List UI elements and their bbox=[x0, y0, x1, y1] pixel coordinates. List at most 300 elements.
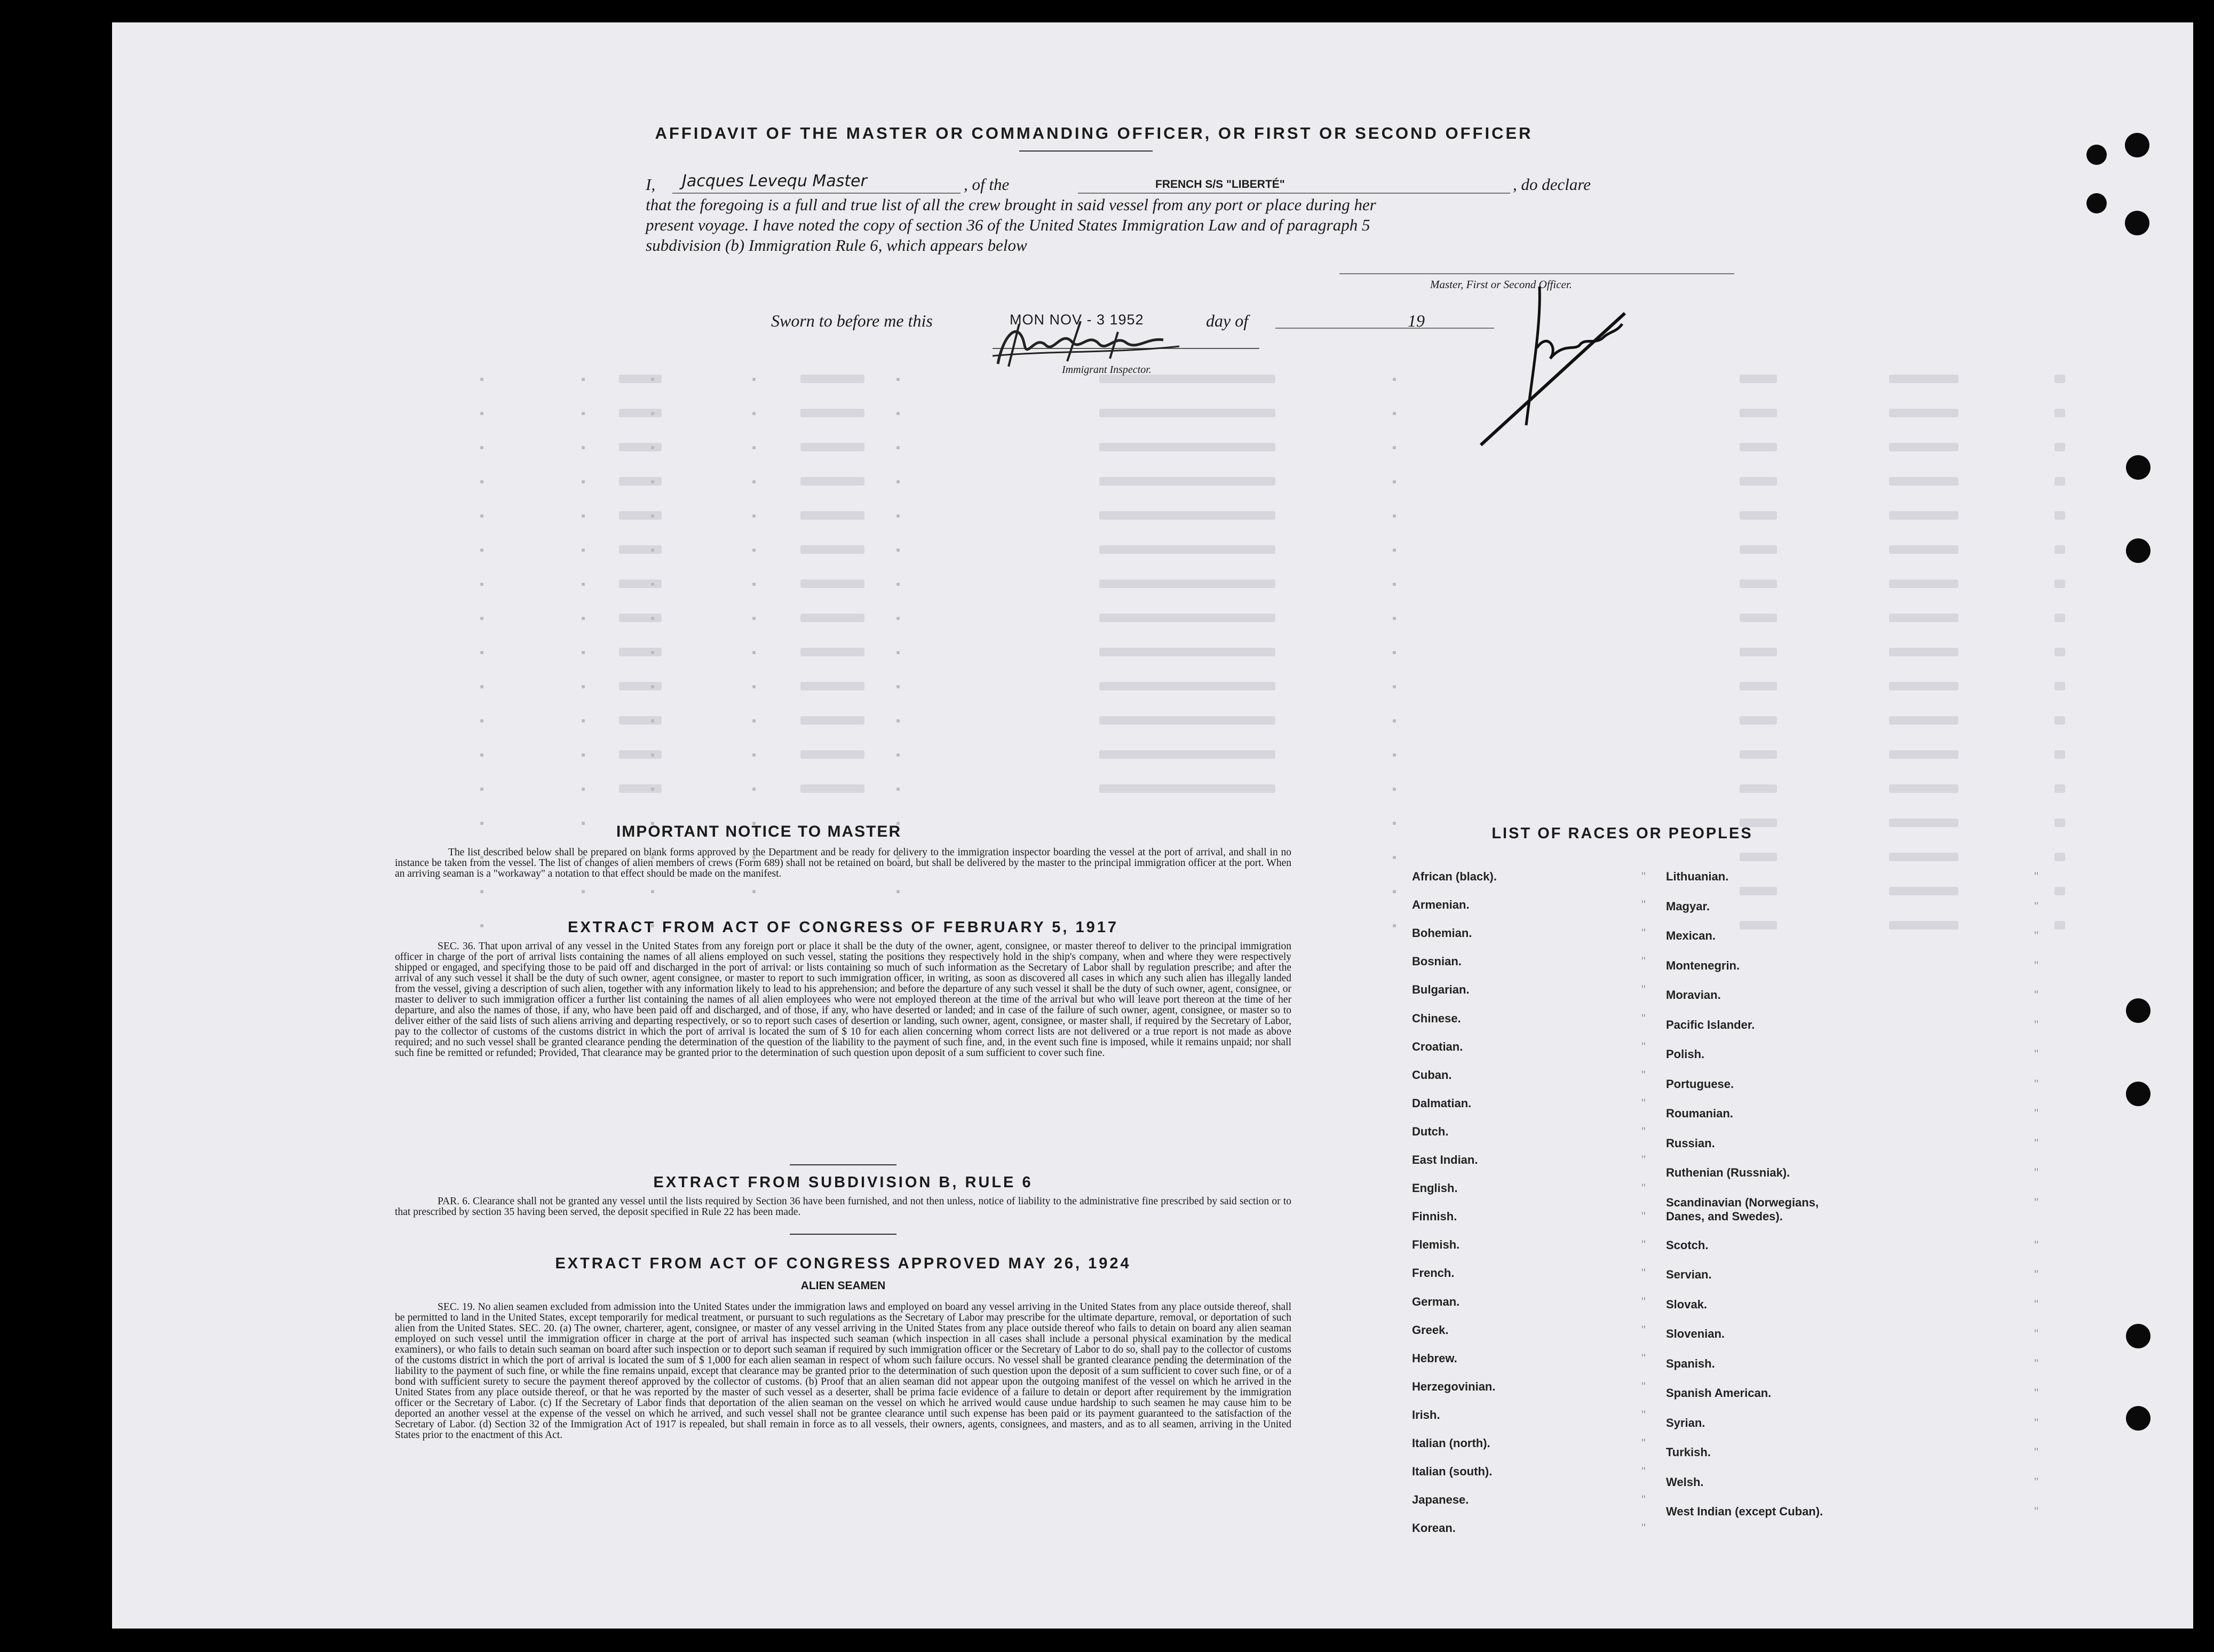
ghost-dot bbox=[651, 753, 654, 757]
race-item bbox=[1666, 1195, 2038, 1224]
race-label: Servian. bbox=[1666, 1268, 1712, 1281]
ditto-mark: " bbox=[2034, 958, 2038, 972]
ghost-dot bbox=[582, 583, 585, 586]
race-label: English. bbox=[1412, 1181, 1458, 1195]
ghost-mark bbox=[1099, 682, 1275, 690]
race-item bbox=[1666, 1505, 2038, 1519]
ghost-mark bbox=[800, 375, 864, 383]
ghost-dot bbox=[896, 617, 900, 620]
race-item bbox=[1666, 1386, 2038, 1400]
ditto-mark: " bbox=[1641, 1436, 1646, 1450]
affidavit-body bbox=[646, 174, 1708, 256]
ditto-mark: " bbox=[2034, 1297, 2038, 1311]
ghost-dot bbox=[752, 788, 756, 791]
ghost-dot bbox=[651, 412, 654, 415]
ghost-mark bbox=[1889, 477, 1958, 486]
ghost-mark bbox=[1889, 887, 1958, 895]
ghost-dot bbox=[1393, 856, 1396, 859]
document-page bbox=[112, 22, 2193, 1629]
ditto-mark: " bbox=[2034, 1238, 2038, 1252]
race-label: Mexican. bbox=[1666, 929, 1716, 942]
ditto-mark: " bbox=[1641, 1096, 1646, 1110]
ghost-mark bbox=[1740, 648, 1777, 656]
affidavit-line-3: present voyage. I have noted the copy of section 36 of the United States Immigration Law and of paragraph 5 bbox=[646, 216, 1370, 234]
race-label: Greek. bbox=[1412, 1323, 1449, 1337]
ghost-mark bbox=[2054, 682, 2065, 690]
ghost-dot bbox=[480, 514, 483, 518]
ghost-dot bbox=[896, 753, 900, 757]
ghost-mark bbox=[1889, 614, 1958, 622]
ghost-mark bbox=[2054, 750, 2065, 759]
race-item bbox=[1412, 898, 1646, 912]
ditto-mark: " bbox=[2034, 1356, 2038, 1370]
race-item bbox=[1666, 988, 2038, 1002]
ghost-mark bbox=[2054, 853, 2065, 861]
ghost-mark bbox=[619, 409, 662, 417]
ghost-mark bbox=[2054, 784, 2065, 793]
race-label: Hebrew. bbox=[1412, 1351, 1457, 1365]
ghost-mark bbox=[1740, 750, 1777, 759]
race-label: Italian (south). bbox=[1412, 1465, 1493, 1479]
ghost-dot bbox=[480, 890, 483, 893]
ditto-mark: " bbox=[1641, 1181, 1646, 1195]
ditto-mark: " bbox=[1641, 1351, 1646, 1365]
ghost-dot bbox=[1393, 890, 1396, 893]
ghost-mark bbox=[1099, 614, 1275, 622]
ditto-mark: " bbox=[1641, 1408, 1646, 1421]
ghost-dot bbox=[480, 412, 483, 415]
master-signature bbox=[1419, 257, 1644, 449]
ghost-dot bbox=[582, 719, 585, 722]
race-item bbox=[1412, 1465, 1646, 1479]
ghost-mark bbox=[619, 750, 662, 759]
ditto-mark: " bbox=[1641, 1379, 1646, 1393]
race-item bbox=[1666, 1018, 2038, 1032]
ghost-dot bbox=[651, 378, 654, 381]
race-label: Pacific Islander. bbox=[1666, 1018, 1755, 1031]
ghost-mark bbox=[2054, 579, 2065, 588]
race-item bbox=[1666, 1166, 2038, 1180]
race-item bbox=[1412, 983, 1646, 997]
race-label: Russian. bbox=[1666, 1136, 1715, 1150]
race-item bbox=[1666, 1327, 2038, 1341]
ghost-dot bbox=[582, 412, 585, 415]
ghost-dot bbox=[896, 480, 900, 483]
ghost-dot bbox=[651, 788, 654, 791]
ghost-mark bbox=[1889, 921, 1958, 930]
race-item bbox=[1666, 870, 2038, 884]
ghost-mark bbox=[619, 443, 662, 451]
ghost-dot bbox=[651, 583, 654, 586]
ghost-dot bbox=[1393, 446, 1396, 449]
ghost-dot bbox=[1393, 480, 1396, 483]
ghost-dot bbox=[1393, 788, 1396, 791]
race-label: Moravian. bbox=[1666, 988, 1721, 1002]
affidavit-declare: , do declare bbox=[1513, 175, 1591, 194]
ghost-mark bbox=[2054, 443, 2065, 451]
race-label: Flemish. bbox=[1412, 1238, 1460, 1252]
race-item bbox=[1412, 1124, 1646, 1139]
race-item bbox=[1412, 1436, 1646, 1450]
ghost-mark bbox=[1099, 545, 1275, 554]
ghost-dot bbox=[480, 480, 483, 483]
ghost-dot bbox=[480, 549, 483, 552]
ghost-mark bbox=[800, 477, 864, 486]
ghost-dot bbox=[752, 378, 756, 381]
race-label: French. bbox=[1412, 1266, 1455, 1280]
ghost-mark bbox=[619, 545, 662, 554]
ghost-mark bbox=[2054, 511, 2065, 520]
ghost-mark bbox=[800, 579, 864, 588]
race-item bbox=[1412, 1323, 1646, 1337]
ditto-mark: " bbox=[2034, 1268, 2038, 1281]
punch-hole bbox=[2086, 193, 2107, 213]
ditto-mark: " bbox=[2034, 1195, 2038, 1209]
punch-hole bbox=[2126, 1406, 2150, 1431]
ditto-mark: " bbox=[1641, 1521, 1646, 1535]
ditto-mark: " bbox=[1641, 983, 1646, 997]
ditto-mark: " bbox=[1641, 955, 1646, 968]
ghost-mark bbox=[1889, 443, 1958, 451]
ghost-mark bbox=[800, 716, 864, 725]
race-label: Irish. bbox=[1412, 1408, 1440, 1421]
race-label: Herzegovinian. bbox=[1412, 1379, 1496, 1393]
ditto-mark: " bbox=[1641, 1039, 1646, 1053]
race-item bbox=[1666, 1077, 2038, 1091]
ditto-mark: " bbox=[2034, 1047, 2038, 1061]
race-item bbox=[1412, 1408, 1646, 1422]
ghost-dot bbox=[582, 617, 585, 620]
race-label: Polish. bbox=[1666, 1047, 1705, 1061]
ditto-mark: " bbox=[1641, 1294, 1646, 1308]
race-label: African (black). bbox=[1412, 870, 1497, 883]
race-item bbox=[1412, 1294, 1646, 1309]
ditto-mark: " bbox=[2034, 899, 2038, 913]
race-item bbox=[1666, 1268, 2038, 1282]
extract-1917-body: SEC. 36. That upon arrival of any vessel in the United States from any foreign port or place it shall be the duty of the owner, agent, consignee, or master thereof to deliver to the principal immigration officer in charge of the port of arrival lists containing the names of all aliens employed on such vessel, stating the positions they respectively hold in the ship's company, when and where they were respectively shipped or engaged, and specifying those to be paid off and discharged in the port of arrival: or lists containing so much of such information as the Secretary of Labor shall by regulation prescribe; and after the arrival of any such vessel it shall be the duty of such owner, agent consignee, or master to report to such immigration officer, in writing, as soon as discovered all cases in which any such alien has illegally landed from the vessel, giving a description of such alien, together with any information likely to lead to his apprehension; and before the departure of any such vessel it shall be the duty of such owner, agent, consignee, or master to deliver to such immigration officer a further list containing the names of all alien employees who were not employed thereon at the time of the arrival but who will leave port thereon at the time of her departure, and also the names of those, if any, who have been paid off and discharged, and of those, if any, who have deserted or landed; and in case of the failure of such owner, agent, consignee, or master so to deliver either of the said lists of such aliens arriving and departing respectively, or so to report such cases of desertion or landing, such owner, agent, consignee, or master shall, if required by the Secretary of Labor, pay to the collector of customs of the customs district in which the port of arrival is located the sum of $ 10 for each alien concerning whom correct lists are not delivered or a true report is not made as above required; and no such vessel shall be granted clearance pending the determination of the question of the liability to the payment of such fine, and, in the event such fine is imposed, while it remains unpaid; nor shall such fine be remitted or refunded; Provided, That clearance may be granted prior to the determination of such question upon deposit of a sum sufficient to cover such fine. bbox=[395, 941, 1291, 1059]
ghost-mark bbox=[2054, 648, 2065, 656]
inspector-label: Immigrant Inspector. bbox=[1062, 364, 1152, 376]
ghost-dot bbox=[896, 890, 900, 893]
ghost-mark bbox=[1889, 545, 1958, 554]
ghost-dot bbox=[1393, 583, 1396, 586]
race-item bbox=[1666, 1047, 2038, 1061]
race-item bbox=[1412, 1181, 1646, 1195]
ghost-mark bbox=[1740, 682, 1777, 690]
affidavit-prefix: I, bbox=[646, 175, 656, 194]
ghost-mark bbox=[1889, 853, 1958, 861]
race-item bbox=[1412, 955, 1646, 968]
ghost-dot bbox=[1393, 719, 1396, 722]
race-item bbox=[1412, 1011, 1646, 1026]
ghost-dot bbox=[651, 446, 654, 449]
inspector-signature bbox=[987, 313, 1190, 377]
race-label: Dutch. bbox=[1412, 1124, 1449, 1138]
ghost-dot bbox=[480, 719, 483, 722]
race-label: Magyar. bbox=[1666, 899, 1710, 913]
ghost-mark bbox=[2054, 375, 2065, 383]
ghost-dot bbox=[651, 719, 654, 722]
ghost-mark bbox=[1889, 819, 1958, 827]
punch-hole bbox=[2126, 1324, 2150, 1348]
race-label: East Indian. bbox=[1412, 1153, 1478, 1166]
race-item bbox=[1412, 870, 1646, 884]
ditto-mark: " bbox=[2034, 1136, 2038, 1150]
ditto-mark: " bbox=[1641, 1124, 1646, 1138]
race-item bbox=[1666, 1475, 2038, 1489]
ghost-mark bbox=[800, 409, 864, 417]
affidavit-line-2: that the foregoing is a full and true list of all the crew brought in said vessel from any port or place during her bbox=[646, 195, 1376, 214]
punch-hole bbox=[2086, 145, 2107, 165]
ghost-mark bbox=[800, 750, 864, 759]
race-label: Turkish. bbox=[1666, 1446, 1711, 1459]
race-item bbox=[1412, 1493, 1646, 1507]
ghost-mark bbox=[1099, 648, 1275, 656]
extract-1924-body: SEC. 19. No alien seamen excluded from admission into the United States under the immigration laws and employed on board any vessel arriving in the United States from any place outside thereof, shall be permitted to land in the United States, except temporarily for medical treatment, or pursuant to such regulations as the Secretary of Labor may prescribe for the ultimate departure, removal, or deportation of such alien from the United States. SEC. 20. (a) The owner, charterer, agent, consignee, or master of any vessel arriving in the United States from any place outside thereof who fails to detain on board any alien seaman employed on such vessel until the immigration officer in charge at the port of arrival has inspected such seaman (which inspection in all cases shall include a personal physical examination by the medical examiners), or who fails to detain such seaman on board after such inspection or to deport such seaman if required by such immigration officer or the Secretary of Labor to do so, shall pay to the collector of customs of the customs district in which the port of arrival is located the sum of $ 1,000 for each alien seaman in respect of whom such failure occurs. No vessel shall be granted clearance pending the determination of the liability to the payment of such fine, or while the fine remains unpaid, except that clearance may be granted prior to the determination of such question upon the deposit of a sum sufficient to cover such fine, or of a bond with sufficient surety to secure the payment thereof approved by the collector of customs. (b) Proof that an alien seaman did not appear upon the outgoing manifest of the vessel on which he arrived in the United States from any place outside thereof, or that he was reported by the master of such vessel as a deserter, shall be prima facie evidence of a failure to detain or deport after requirement by the immigration officer or the Secretary of Labor. (c) If the Secretary of Labor finds that deportation of the alien seaman on the vessel on which he arrived would cause undue hardship to such seamen he may cause him to be deported an another vessel at the expense of the vessel on which he arrived, and such vessel shall not be grantee clearance until such expense has been paid or its payment guaranteed to the satisfaction of the Secretary of Labor. (d) Section 32 of the Immigration Act of 1917 is repealed, but shall remain in force as to all vessels, their owners, agents, consignees, and masters, and as to all seamen, arriving in the United States prior to the enactment of this Act. bbox=[395, 1301, 1291, 1441]
ghost-dot bbox=[1393, 514, 1396, 518]
ditto-mark: " bbox=[2034, 870, 2038, 883]
ghost-mark bbox=[800, 443, 864, 451]
ghost-dot bbox=[651, 514, 654, 518]
ditto-mark: " bbox=[1641, 898, 1646, 912]
vessel-name: FRENCH S/S "LIBERTÉ" bbox=[1155, 178, 1285, 190]
race-item bbox=[1666, 1356, 2038, 1371]
race-item bbox=[1666, 958, 2038, 973]
ghost-dot bbox=[480, 685, 483, 688]
master-label: Master, First or Second Officer. bbox=[1430, 278, 1572, 291]
ditto-mark: " bbox=[1641, 1011, 1646, 1025]
ghost-dot bbox=[1393, 822, 1396, 825]
ghost-dot bbox=[1393, 378, 1396, 381]
ghost-mark bbox=[2054, 716, 2065, 725]
ghost-dot bbox=[896, 788, 900, 791]
ghost-mark bbox=[619, 682, 662, 690]
ghost-dot bbox=[896, 651, 900, 654]
race-item bbox=[1666, 929, 2038, 943]
ghost-mark bbox=[619, 648, 662, 656]
race-item bbox=[1666, 1297, 2038, 1312]
ghost-dot bbox=[480, 753, 483, 757]
race-item bbox=[1412, 1238, 1646, 1252]
ghost-mark bbox=[1099, 477, 1275, 486]
ditto-mark: " bbox=[2034, 1416, 2038, 1429]
ditto-mark: " bbox=[1641, 1153, 1646, 1166]
race-item bbox=[1666, 1107, 2038, 1121]
race-label: Chinese. bbox=[1412, 1011, 1461, 1025]
ghost-mark bbox=[1889, 750, 1958, 759]
ghost-dot bbox=[896, 378, 900, 381]
ghost-mark bbox=[1740, 545, 1777, 554]
master-name-handwritten: Jacques Levequ Master bbox=[682, 172, 867, 190]
ghost-mark bbox=[1099, 716, 1275, 725]
ghost-dot bbox=[480, 651, 483, 654]
ghost-dot bbox=[582, 753, 585, 757]
ditto-mark: " bbox=[1641, 1210, 1646, 1224]
ghost-mark bbox=[1889, 648, 1958, 656]
punch-hole bbox=[2126, 455, 2150, 480]
ghost-mark bbox=[1740, 614, 1777, 622]
race-item bbox=[1666, 1416, 2038, 1430]
ghost-dot bbox=[651, 685, 654, 688]
race-item bbox=[1412, 926, 1646, 940]
ghost-mark bbox=[1740, 887, 1777, 895]
ghost-mark bbox=[1740, 477, 1777, 486]
ghost-mark bbox=[800, 682, 864, 690]
ditto-mark: " bbox=[2034, 1077, 2038, 1091]
race-label: Bosnian. bbox=[1412, 955, 1462, 968]
ditto-mark: " bbox=[1641, 1266, 1646, 1280]
ghost-mark bbox=[1740, 853, 1777, 861]
ghost-mark bbox=[1099, 409, 1275, 417]
race-label: Spanish. bbox=[1666, 1356, 1715, 1370]
race-label: Croatian. bbox=[1412, 1039, 1463, 1053]
race-label: Montenegrin. bbox=[1666, 958, 1740, 972]
ghost-mark bbox=[1740, 511, 1777, 520]
ghost-dot bbox=[896, 685, 900, 688]
race-label: Armenian. bbox=[1412, 898, 1470, 912]
ghost-mark bbox=[619, 716, 662, 725]
ghost-dot bbox=[651, 549, 654, 552]
race-label: Syrian. bbox=[1666, 1416, 1705, 1429]
ghost-mark bbox=[1099, 443, 1275, 451]
ghost-dot bbox=[752, 446, 756, 449]
ditto-mark: " bbox=[2034, 929, 2038, 942]
race-label: Scandinavian (Norwegians, Danes, and Swedes). bbox=[1666, 1195, 1819, 1223]
race-label: Bohemian. bbox=[1412, 926, 1472, 940]
ghost-dot bbox=[480, 583, 483, 586]
race-item bbox=[1412, 1039, 1646, 1054]
ghost-mark bbox=[800, 511, 864, 520]
race-label: Dalmatian. bbox=[1412, 1096, 1472, 1110]
race-item bbox=[1412, 1521, 1646, 1535]
ghost-dot bbox=[752, 549, 756, 552]
race-label: Cuban. bbox=[1412, 1068, 1452, 1082]
ghost-mark bbox=[619, 784, 662, 793]
race-label: Portuguese. bbox=[1666, 1077, 1734, 1091]
race-item bbox=[1412, 1351, 1646, 1365]
ghost-mark bbox=[2054, 477, 2065, 486]
ghost-dot bbox=[1393, 685, 1396, 688]
ghost-dot bbox=[752, 480, 756, 483]
race-label: Slovenian. bbox=[1666, 1327, 1725, 1340]
ditto-mark: " bbox=[2034, 1386, 2038, 1400]
ghost-mark bbox=[800, 545, 864, 554]
race-item bbox=[1412, 1068, 1646, 1082]
ghost-mark bbox=[1889, 784, 1958, 793]
ghost-mark bbox=[619, 477, 662, 486]
ghost-mark bbox=[2054, 614, 2065, 622]
ghost-dot bbox=[752, 719, 756, 722]
year-prefix: 19 bbox=[1408, 311, 1425, 330]
ghost-dot bbox=[480, 788, 483, 791]
ghost-dot bbox=[582, 446, 585, 449]
ghost-mark bbox=[1099, 750, 1275, 759]
rule6-body: PAR. 6. Clearance shall not be granted any vessel until the lists required by Section 36 have been furnished, and not then unless, notice of liability to the administrative fine prescribed by said section or to that prescribed by section 35 having been served, the deposit specified in Rule 22 has been made. bbox=[395, 1196, 1291, 1218]
ditto-mark: " bbox=[1641, 1323, 1646, 1337]
ghost-dot bbox=[896, 583, 900, 586]
ditto-mark: " bbox=[2034, 1475, 2038, 1489]
ghost-mark bbox=[2054, 545, 2065, 554]
ghost-dot bbox=[752, 617, 756, 620]
ghost-mark bbox=[619, 579, 662, 588]
ditto-mark: " bbox=[2034, 988, 2038, 1002]
affidavit-of: , of the bbox=[964, 175, 1010, 194]
ghost-dot bbox=[1393, 412, 1396, 415]
extract-1924-subtitle: ALIEN SEAMEN bbox=[800, 1280, 886, 1292]
punch-hole bbox=[2125, 211, 2149, 235]
ghost-dot bbox=[582, 378, 585, 381]
ghost-mark bbox=[2054, 921, 2065, 930]
ghost-mark bbox=[619, 375, 662, 383]
ghost-dot bbox=[752, 753, 756, 757]
ghost-mark bbox=[1889, 375, 1958, 383]
race-item bbox=[1412, 1266, 1646, 1280]
ditto-mark: " bbox=[1641, 870, 1646, 883]
ghost-mark bbox=[1889, 409, 1958, 417]
ditto-mark: " bbox=[2034, 1166, 2038, 1179]
ditto-mark: " bbox=[2034, 1018, 2038, 1031]
race-label: Italian (north). bbox=[1412, 1436, 1490, 1450]
punch-hole bbox=[2125, 133, 2149, 157]
ghost-mark bbox=[619, 511, 662, 520]
ghost-mark bbox=[1740, 375, 1777, 383]
ghost-mark bbox=[1740, 443, 1777, 451]
ghost-mark bbox=[1099, 579, 1275, 588]
ghost-dot bbox=[651, 890, 654, 893]
ghost-dot bbox=[582, 480, 585, 483]
ghost-dot bbox=[896, 549, 900, 552]
race-label: Roumanian. bbox=[1666, 1107, 1733, 1120]
race-label: Slovak. bbox=[1666, 1297, 1708, 1311]
ghost-dot bbox=[480, 446, 483, 449]
race-item bbox=[1412, 1153, 1646, 1167]
notice-body: The list described below shall be prepared on blank forms approved by the Department and be ready for delivery to the immigration inspector boarding the vessel at the port of arrival, and shall in no instance be taken from the vessel. The list of changes of alien members of crews (Form 689) shall not be retained on board, but shall be delivered by the master to the principal immigration officer at the port. When an arriving seaman is a "workaway" a notation to that effect should be made on the manifest. bbox=[395, 847, 1291, 879]
ghost-mark bbox=[1099, 511, 1275, 520]
ghost-dot bbox=[1393, 617, 1396, 620]
ditto-mark: " bbox=[2034, 1446, 2038, 1459]
race-item bbox=[1412, 1096, 1646, 1110]
ghost-dot bbox=[1393, 753, 1396, 757]
ghost-dot bbox=[752, 412, 756, 415]
ghost-dot bbox=[651, 617, 654, 620]
race-label: Bulgarian. bbox=[1412, 983, 1470, 997]
race-label: Korean. bbox=[1412, 1521, 1456, 1535]
ghost-dot bbox=[480, 617, 483, 620]
ghost-dot bbox=[582, 651, 585, 654]
ghost-mark bbox=[2054, 409, 2065, 417]
ditto-mark: " bbox=[1641, 1493, 1646, 1507]
race-item bbox=[1666, 1136, 2038, 1150]
ghost-dot bbox=[752, 514, 756, 518]
ghost-mark bbox=[1889, 579, 1958, 588]
punch-hole bbox=[2126, 538, 2150, 563]
date-stamp: MON NOV - 3 1952 bbox=[1010, 312, 1144, 328]
race-label: Lithuanian. bbox=[1666, 870, 1729, 883]
ditto-mark: " bbox=[2034, 1107, 2038, 1120]
ghost-mark bbox=[1740, 579, 1777, 588]
race-label: Finnish. bbox=[1412, 1210, 1457, 1224]
ghost-mark bbox=[800, 614, 864, 622]
ghost-dot bbox=[651, 480, 654, 483]
extract-1924-title: EXTRACT FROM ACT OF CONGRESS APPROVED MAY 26, 1924 bbox=[555, 1255, 1131, 1272]
ghost-dot bbox=[1393, 924, 1396, 927]
ghost-dot bbox=[582, 514, 585, 518]
ghost-dot bbox=[582, 788, 585, 791]
punch-hole bbox=[2126, 1082, 2150, 1106]
ghost-mark bbox=[1889, 716, 1958, 725]
extract-1917-title: EXTRACT FROM ACT OF CONGRESS OF FEBRUARY 5, 1917 bbox=[567, 919, 1119, 936]
affidavit-title: AFFIDAVIT OF THE MASTER OR COMMANDING OFFICER, OR FIRST OR SECOND OFFICER bbox=[655, 124, 1533, 142]
